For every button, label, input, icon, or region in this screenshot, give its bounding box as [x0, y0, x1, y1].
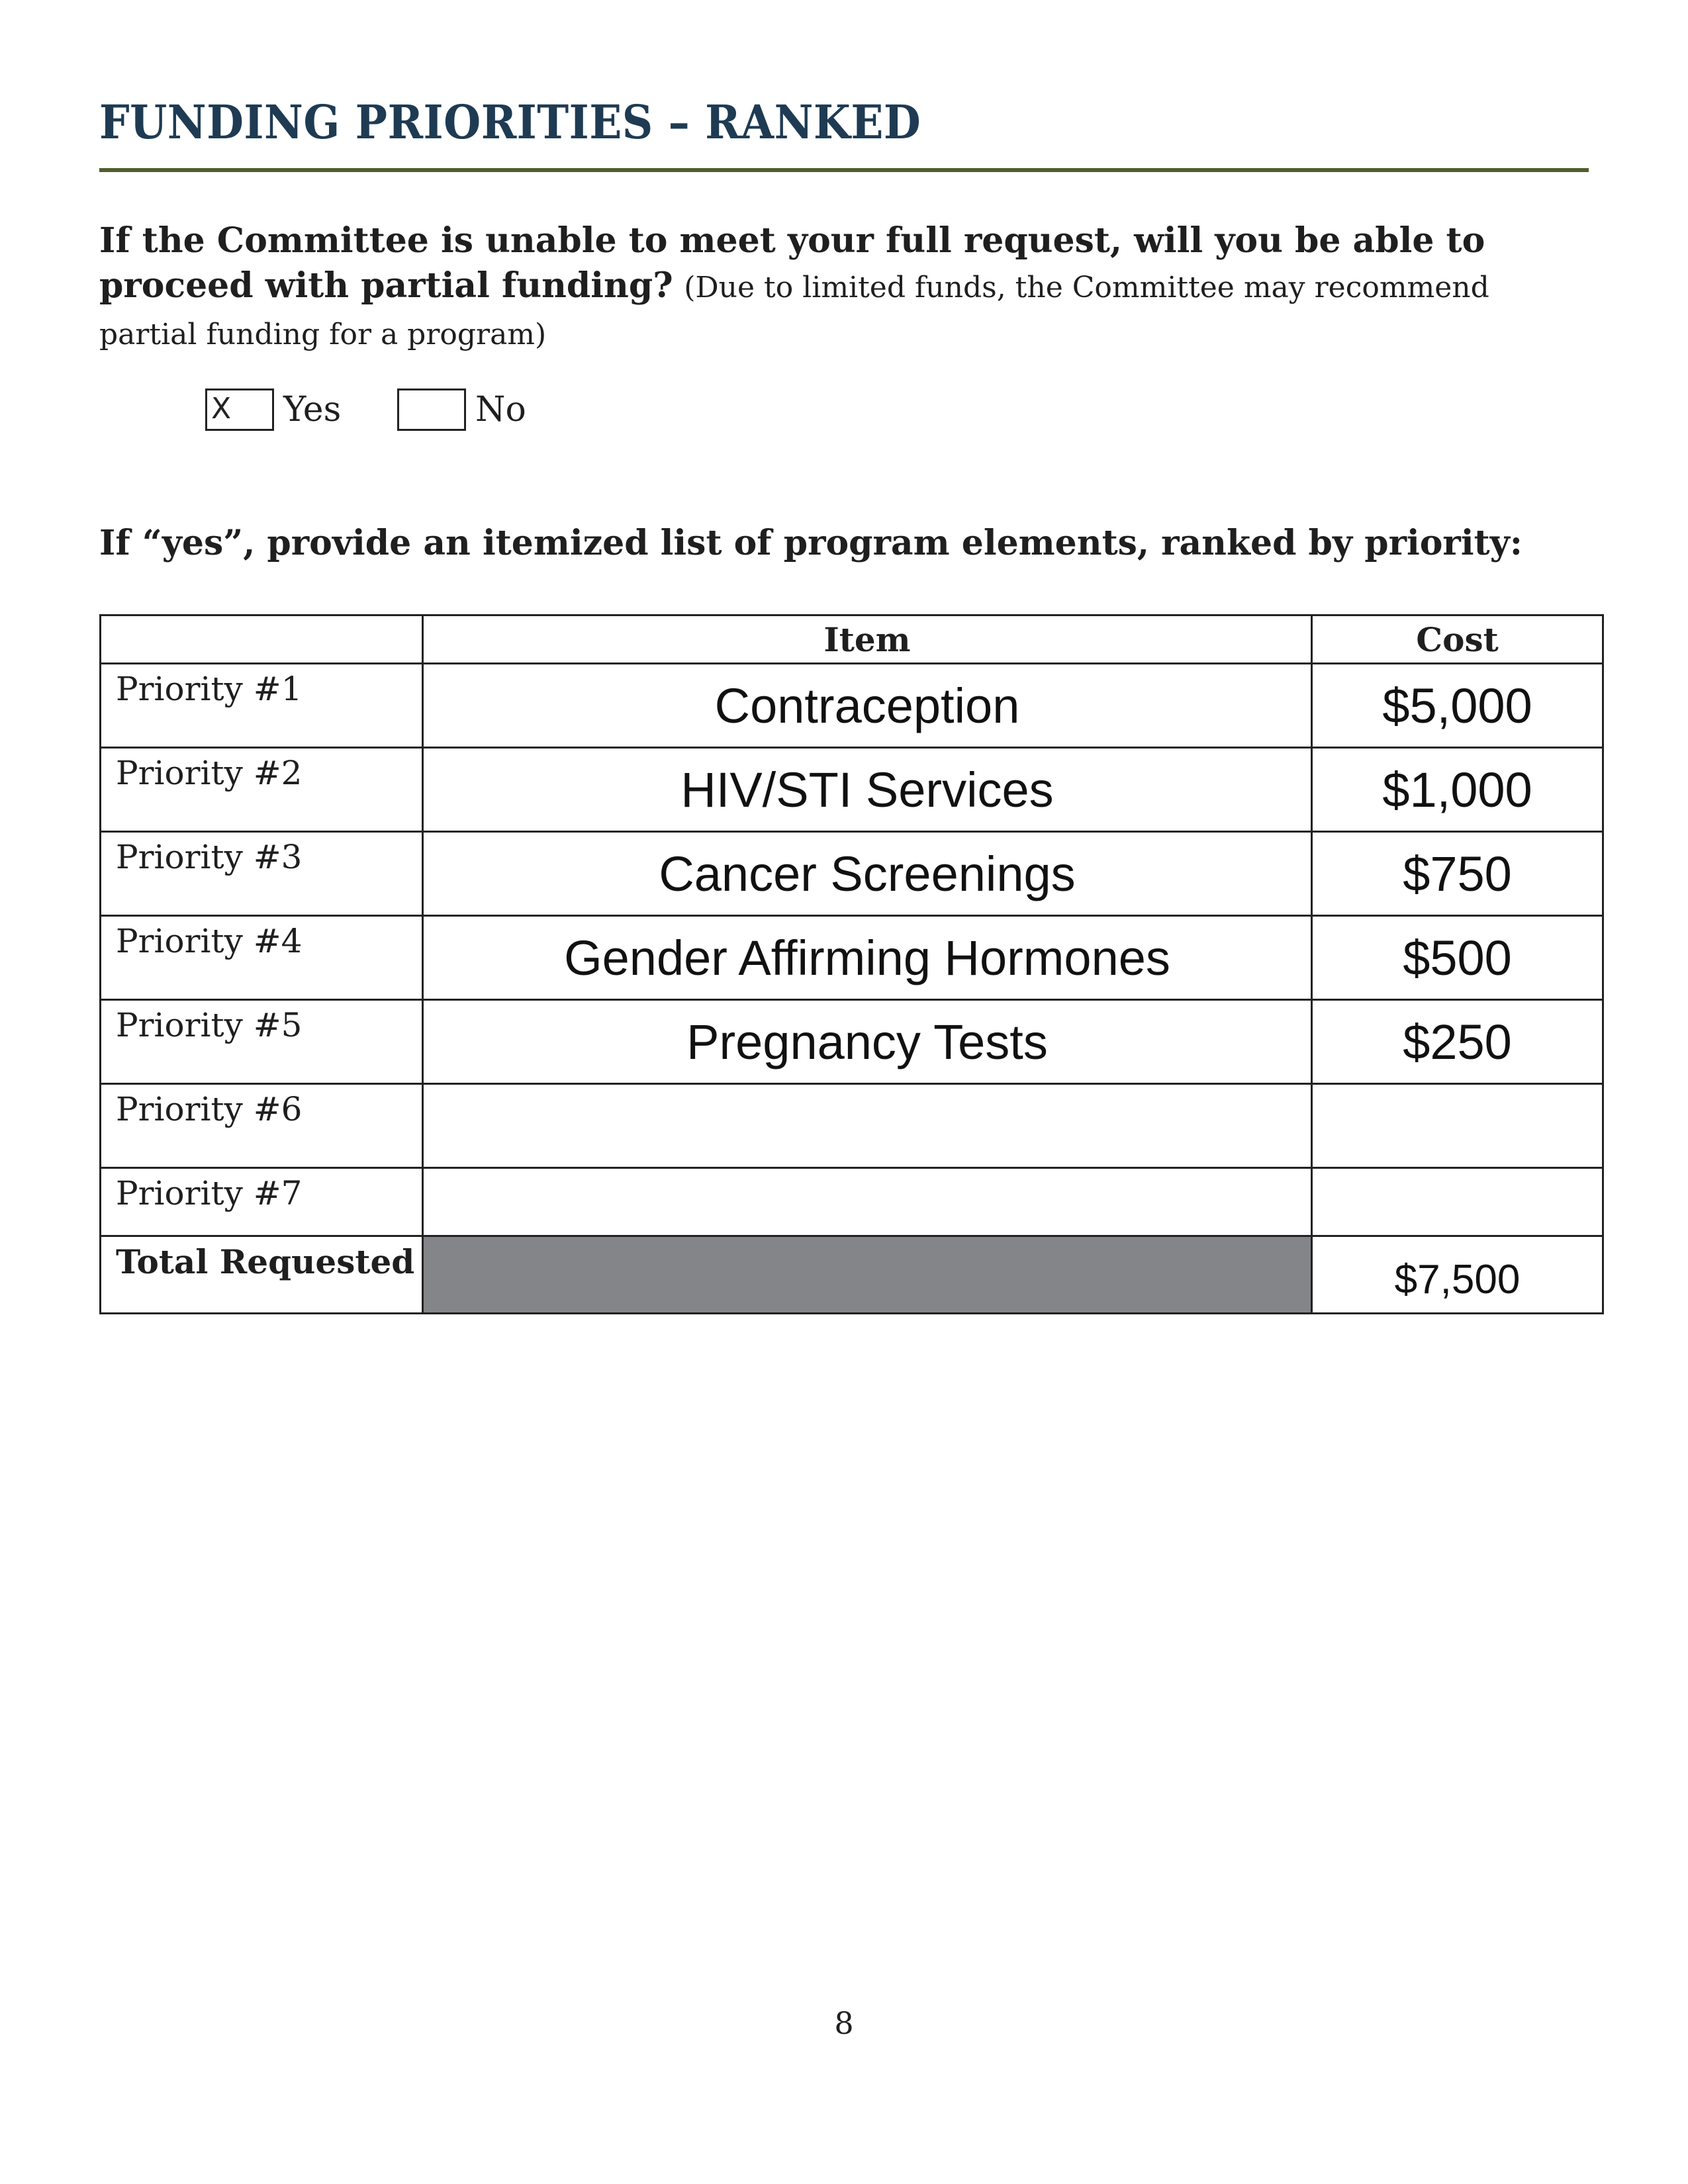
page-title: FUNDING PRIORITIES – RANKED [99, 95, 921, 150]
page-number: 8 [834, 2005, 854, 2041]
total-shaded-cell [423, 1236, 1312, 1314]
cost-field[interactable]: $1,000 [1312, 748, 1603, 832]
priority-label: Priority #5 [101, 1000, 423, 1084]
cost-column-header: Cost [1312, 615, 1603, 664]
label-column-header [101, 615, 423, 664]
priority-label: Priority #3 [101, 832, 423, 916]
title-divider [99, 168, 1589, 172]
total-row [101, 1236, 1603, 1314]
yes-option[interactable] [205, 387, 341, 432]
yes-label: Yes [283, 390, 342, 430]
table-row [101, 832, 1603, 916]
table-row [101, 748, 1603, 832]
table-row [101, 916, 1603, 1000]
question-text: If the Committee is unable to meet your full request, will you be able to proceed with partial funding? [99, 220, 1485, 306]
table-row [101, 1084, 1603, 1168]
cost-field[interactable]: $5,000 [1312, 664, 1603, 748]
item-field[interactable]: Cancer Screenings [423, 832, 1312, 916]
total-cost-field[interactable]: $7,500 [1312, 1236, 1603, 1314]
yes-checkbox[interactable]: X [205, 388, 274, 431]
priority-label: Priority #6 [101, 1084, 423, 1168]
item-field[interactable] [423, 1168, 1312, 1236]
priority-label: Priority #7 [101, 1168, 423, 1236]
partial-funding-question [99, 218, 1575, 357]
priority-label: Priority #1 [101, 664, 423, 748]
table-row [101, 664, 1603, 748]
table-row [101, 1000, 1603, 1084]
item-field[interactable]: HIV/STI Services [423, 748, 1312, 832]
cost-field[interactable] [1312, 1084, 1603, 1168]
item-column-header: Item [423, 615, 1312, 664]
table-row [101, 1168, 1603, 1236]
table-header-row [101, 615, 1603, 664]
total-label: Total Requested [101, 1236, 423, 1314]
no-label: No [475, 390, 526, 430]
priority-label: Priority #2 [101, 748, 423, 832]
no-option[interactable] [397, 387, 526, 432]
cost-field[interactable]: $250 [1312, 1000, 1603, 1084]
question-note: (Due to limited funds, the Committee may recommend partial funding for a program) [99, 271, 1489, 351]
priorities-table [99, 614, 1604, 1314]
item-field[interactable] [423, 1084, 1312, 1168]
no-checkbox[interactable] [397, 388, 466, 431]
item-field[interactable]: Contraception [423, 664, 1312, 748]
itemized-list-prompt: If “yes”, provide an itemized list of program elements, ranked by priority: [99, 523, 1523, 563]
cost-field[interactable]: $500 [1312, 916, 1603, 1000]
cost-field[interactable]: $750 [1312, 832, 1603, 916]
cost-field[interactable] [1312, 1168, 1603, 1236]
item-field[interactable]: Pregnancy Tests [423, 1000, 1312, 1084]
priority-label: Priority #4 [101, 916, 423, 1000]
item-field[interactable]: Gender Affirming Hormones [423, 916, 1312, 1000]
